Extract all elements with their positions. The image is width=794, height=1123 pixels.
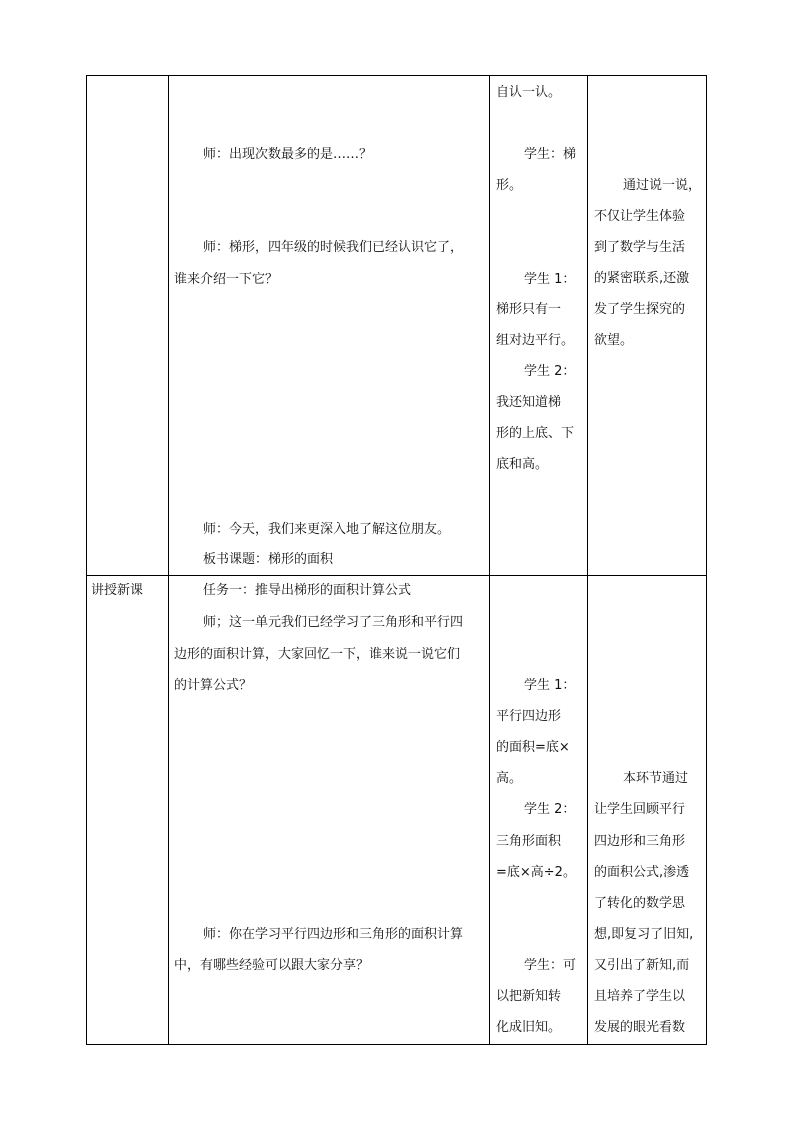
- intent-line: 发展的眼光看数: [594, 1020, 686, 1035]
- teacher-line: 谁来介绍一下它？: [174, 272, 279, 287]
- student-line: 学生：可: [524, 958, 577, 973]
- intent-line: 让学生回顾平行: [594, 802, 686, 817]
- intent-line: 到了数学与生活: [594, 240, 686, 255]
- student-line: 组对边平行。: [496, 333, 575, 348]
- teacher-line: 师：出现次数最多的是……？: [203, 147, 373, 162]
- intent-line: 的紧密联系,还激: [594, 271, 690, 286]
- student-line: 自认一认。: [496, 85, 562, 100]
- intent-line: 想,即复习了旧知,: [594, 927, 694, 942]
- student-line: 学生 2：: [524, 802, 576, 817]
- teacher-line: 边形的面积计算，大家回忆一下，谁来说一说它们: [174, 647, 461, 662]
- intent-line: 本环节通过: [623, 771, 689, 786]
- board-title: 板书课题：梯形的面积: [203, 552, 334, 567]
- stage-label: 讲授新课: [91, 583, 144, 598]
- table-right-border: [706, 75, 707, 1045]
- intent-line: 四边形和三角形: [594, 834, 686, 849]
- student-line: 学生 1：: [524, 272, 576, 287]
- intent-line: 发了学生探究的: [594, 302, 686, 317]
- student-line: 化成旧知。: [496, 1020, 562, 1035]
- table-top-border: [86, 75, 707, 76]
- teacher-line: 师；这一单元我们已经学习了三角形和平行四: [203, 615, 464, 630]
- column-divider: [587, 75, 588, 1045]
- intent-line: 不仅让学生体验: [594, 209, 686, 224]
- student-line: 形的上底、下: [496, 426, 575, 441]
- teacher-line: 中，有哪些经验可以跟大家分享？: [174, 958, 370, 973]
- teacher-line: 师：你在学习平行四边形和三角形的面积计算: [203, 927, 464, 942]
- student-line: 的面积=底×: [496, 740, 570, 755]
- intent-line: 的面积公式,渗透: [594, 865, 690, 880]
- teacher-line: 的计算公式？: [174, 678, 253, 693]
- student-line: 平行四边形: [496, 709, 562, 724]
- lesson-plan-table: [86, 75, 707, 1045]
- table-bottom-border: [86, 1044, 707, 1045]
- student-line: 形。: [496, 178, 523, 193]
- student-line: 学生 1：: [524, 678, 576, 693]
- intent-line: 又引出了新知,而: [594, 958, 690, 973]
- intent-line: 了转化的数学思: [594, 896, 686, 911]
- row-divider: [86, 575, 707, 576]
- column-divider: [168, 75, 169, 1045]
- teacher-line: 师：梯形，四年级的时候我们已经认识它了，: [203, 240, 464, 255]
- student-line: 三角形面积: [496, 834, 562, 849]
- student-line: 梯形只有一: [496, 302, 562, 317]
- student-line: 我还知道梯: [496, 395, 562, 410]
- table-left-border: [86, 75, 87, 1045]
- column-divider: [489, 75, 490, 1045]
- student-line: 学生 2：: [524, 364, 576, 379]
- student-line: 以把新知转: [496, 989, 562, 1004]
- student-line: 学生：梯: [524, 147, 577, 162]
- student-line: 高。: [496, 771, 523, 786]
- intent-line: 通过说一说，: [623, 178, 702, 193]
- student-line: 底和高。: [496, 457, 549, 472]
- intent-line: 欲望。: [594, 333, 634, 348]
- student-line: =底×高÷2。: [496, 865, 576, 880]
- task-heading: 任务一：推导出梯形的面积计算公式: [203, 583, 412, 598]
- teacher-line: 师：今天，我们来更深入地了解这位朋友。: [203, 522, 451, 537]
- intent-line: 且培养了学生以: [594, 989, 686, 1004]
